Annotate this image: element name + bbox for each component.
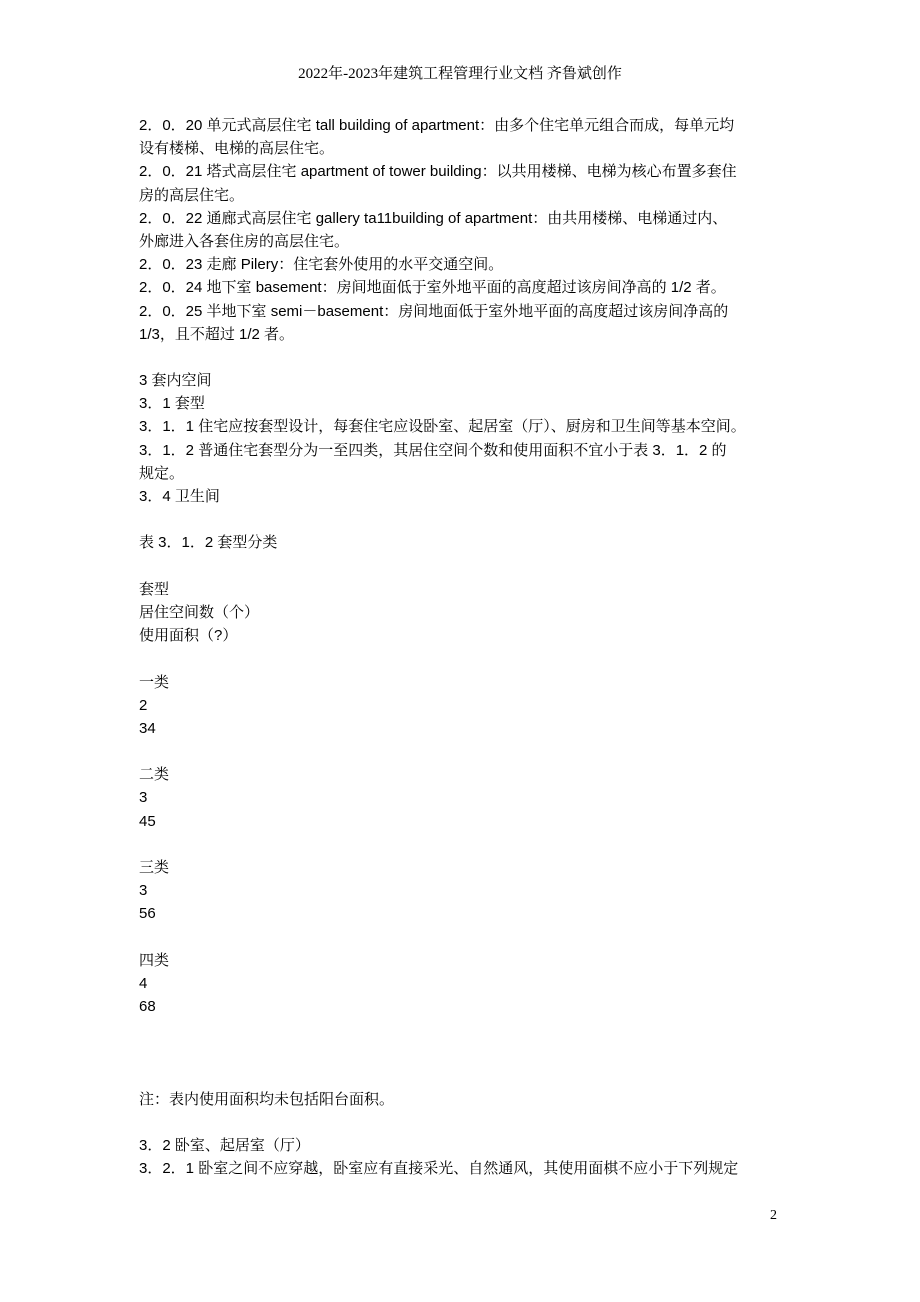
table-cell-rooms: 4 [139,974,148,992]
document-body [139,114,789,1181]
section-3-block [139,369,789,508]
table-row [139,949,789,1019]
section-3-2-block [139,1134,789,1180]
table-row [139,763,789,833]
definition-line: 1/3，且不超过 1/2 者。 [139,325,295,343]
definition-line: 2．0．21 塔式高层住宅 apartment of tower building：以共用楼梯、电梯为核心布置多套住 [139,163,737,181]
table-cell-rooms: 3 [139,882,148,900]
definitions-block [139,114,789,346]
table-cell-area: 34 [139,719,156,737]
definition-line: 2．0．23 走廊 Pilery：住宅套外使用的水平交通空间。 [139,256,504,274]
table-cell-area: 45 [139,812,156,830]
table-cell-area: 68 [139,998,156,1016]
table-cell-area: 56 [139,905,156,923]
table-cell-type: 四类 [139,951,170,969]
table-row [139,856,789,926]
table-header-cell: 居住空间数（个） [139,603,260,621]
table-header [139,578,789,648]
table-cell-rooms: 2 [139,696,148,714]
table-cell-rooms: 3 [139,789,148,807]
clause-line: 3．2．1 卧室之间不应穿越，卧室应有直接采光、自然通风，其使用面棋不应小于下列规定 [139,1160,739,1178]
definition-line: 2．0．25 半地下室 semi－basement：房间地面低于室外地平面的高度超过该房间净高的 [139,302,729,320]
subsection-heading: 3．1 套型 [139,395,205,413]
subsection-heading: 3．2 卧室、起居室（厅） [139,1137,310,1155]
table-cell-type: 一类 [139,673,170,691]
page-header: 2022年-2023年建筑工程管理行业文档 齐鲁斌创作 [298,66,622,82]
table-header-cell: 套型 [139,580,170,598]
table-cell-type: 二类 [139,766,170,784]
subsection-heading: 3．4 卫生间 [139,488,220,505]
page-number: 2 [770,1208,777,1223]
table-header-cell: 使用面积（?） [139,627,238,645]
table-caption: 表 3．1．2 套型分类 [139,534,278,552]
table-row [139,671,789,741]
definition-line: 2．0．24 地下室 basement：房间地面低于室外地平面的高度超过该房间净高的 1/2 者。 [139,279,726,297]
definition-line: 2．0．20 单元式高层住宅 tall building of apartment：由多个住宅单元组合而成，每单元均 [139,117,735,134]
clause-line: 3．1．2 普通住宅套型分为一至四类，其居住空间个数和使用面积不宜小于表 3．1．2 的 [139,441,727,459]
definition-line: 房的高层住宅。 [139,186,245,204]
definition-line: 外廊进入各套住房的高层住宅。 [139,232,350,250]
table-cell-type: 三类 [139,859,170,876]
definition-line: 设有楼梯、电梯的高层住宅。 [139,140,335,158]
section-heading: 3 套内空间 [139,372,212,390]
table-note: 注：表内使用面积均未包括阳台面积。 [139,1090,395,1108]
clause-line: 3．1．1 住宅应按套型设计，每套住宅应设卧室、起居室（厅）、厨房和卫生间等基本空间。 [139,418,746,436]
clause-line: 规定。 [139,464,185,482]
definition-line: 2．0．22 通廊式高层住宅 gallery ta11building of apartment：由共用楼梯、电梯通过内、 [139,209,728,227]
